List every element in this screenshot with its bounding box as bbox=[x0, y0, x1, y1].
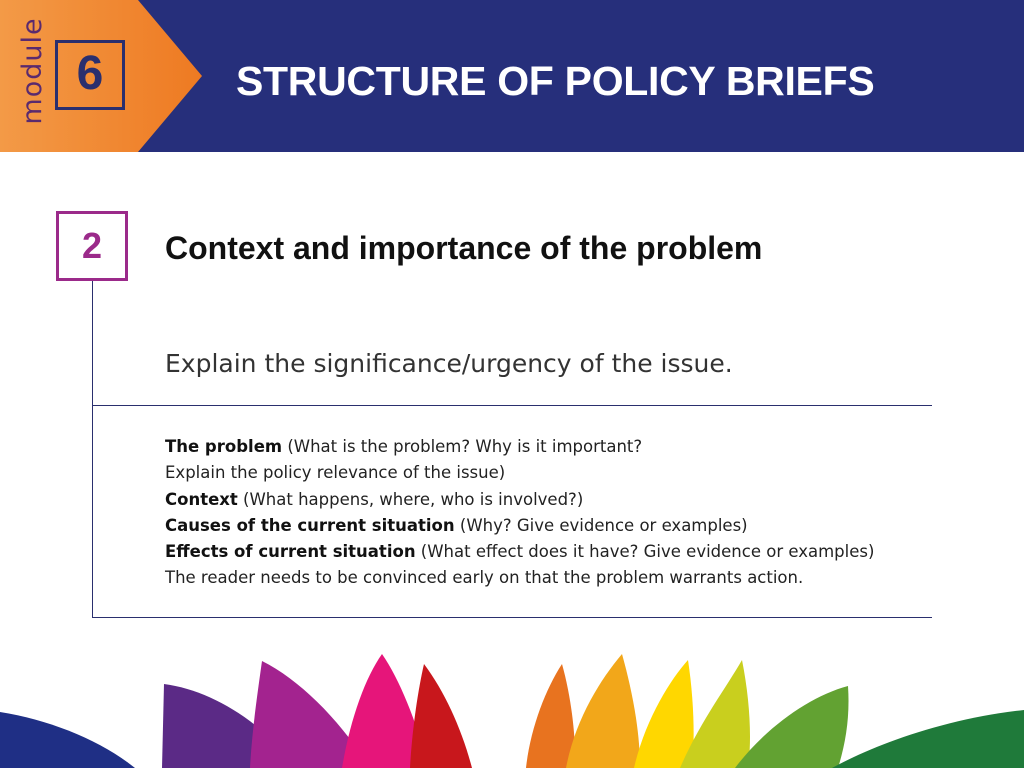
detail-text: (What happens, where, who is involved?) bbox=[237, 489, 584, 509]
detail-reader-note bbox=[165, 565, 925, 591]
petal-green bbox=[735, 686, 849, 768]
detail-term: Context bbox=[165, 489, 238, 509]
divider-upper bbox=[92, 405, 932, 406]
detail-context bbox=[165, 487, 925, 513]
detail-term: Effects of current situation bbox=[165, 542, 416, 562]
divider-lower bbox=[92, 617, 932, 618]
petal-orange bbox=[526, 664, 575, 768]
petal-dark-green bbox=[832, 710, 1024, 768]
detail-problem bbox=[165, 434, 925, 460]
detail-term: The problem bbox=[165, 437, 283, 456]
details-list bbox=[165, 434, 925, 592]
section-subtitle: Explain the significance/urgency of the issue. bbox=[165, 349, 733, 378]
section-number-box: 2 bbox=[56, 211, 128, 281]
detail-text: Explain the policy relevance of the issue) bbox=[165, 463, 506, 483]
detail-text: The reader needs to be convinced early on that the problem warrants action. bbox=[165, 568, 804, 588]
detail-text: (Why? Give evidence or examples) bbox=[454, 515, 748, 535]
timeline-vertical-line bbox=[92, 281, 93, 617]
page-title: STRUCTURE OF POLICY BRIEFS bbox=[236, 58, 875, 104]
detail-policy-relevance bbox=[165, 460, 925, 486]
detail-causes bbox=[165, 513, 925, 539]
detail-effects bbox=[165, 539, 925, 565]
detail-text: (What is the problem? Why is it important? bbox=[282, 437, 643, 456]
module-number-box: 6 bbox=[55, 40, 125, 110]
detail-text: (What effect does it have? Give evidence or examples) bbox=[415, 542, 875, 562]
module-label: module bbox=[17, 17, 48, 125]
petal-amber bbox=[566, 654, 640, 768]
header-banner bbox=[0, 0, 1024, 152]
petal-navy bbox=[0, 712, 135, 768]
petal-red bbox=[410, 664, 472, 768]
decorative-petals bbox=[0, 650, 1024, 768]
petal-yellow bbox=[634, 660, 694, 768]
section-title: Context and importance of the problem bbox=[165, 230, 763, 266]
detail-term: Causes of the current situation bbox=[165, 515, 455, 535]
